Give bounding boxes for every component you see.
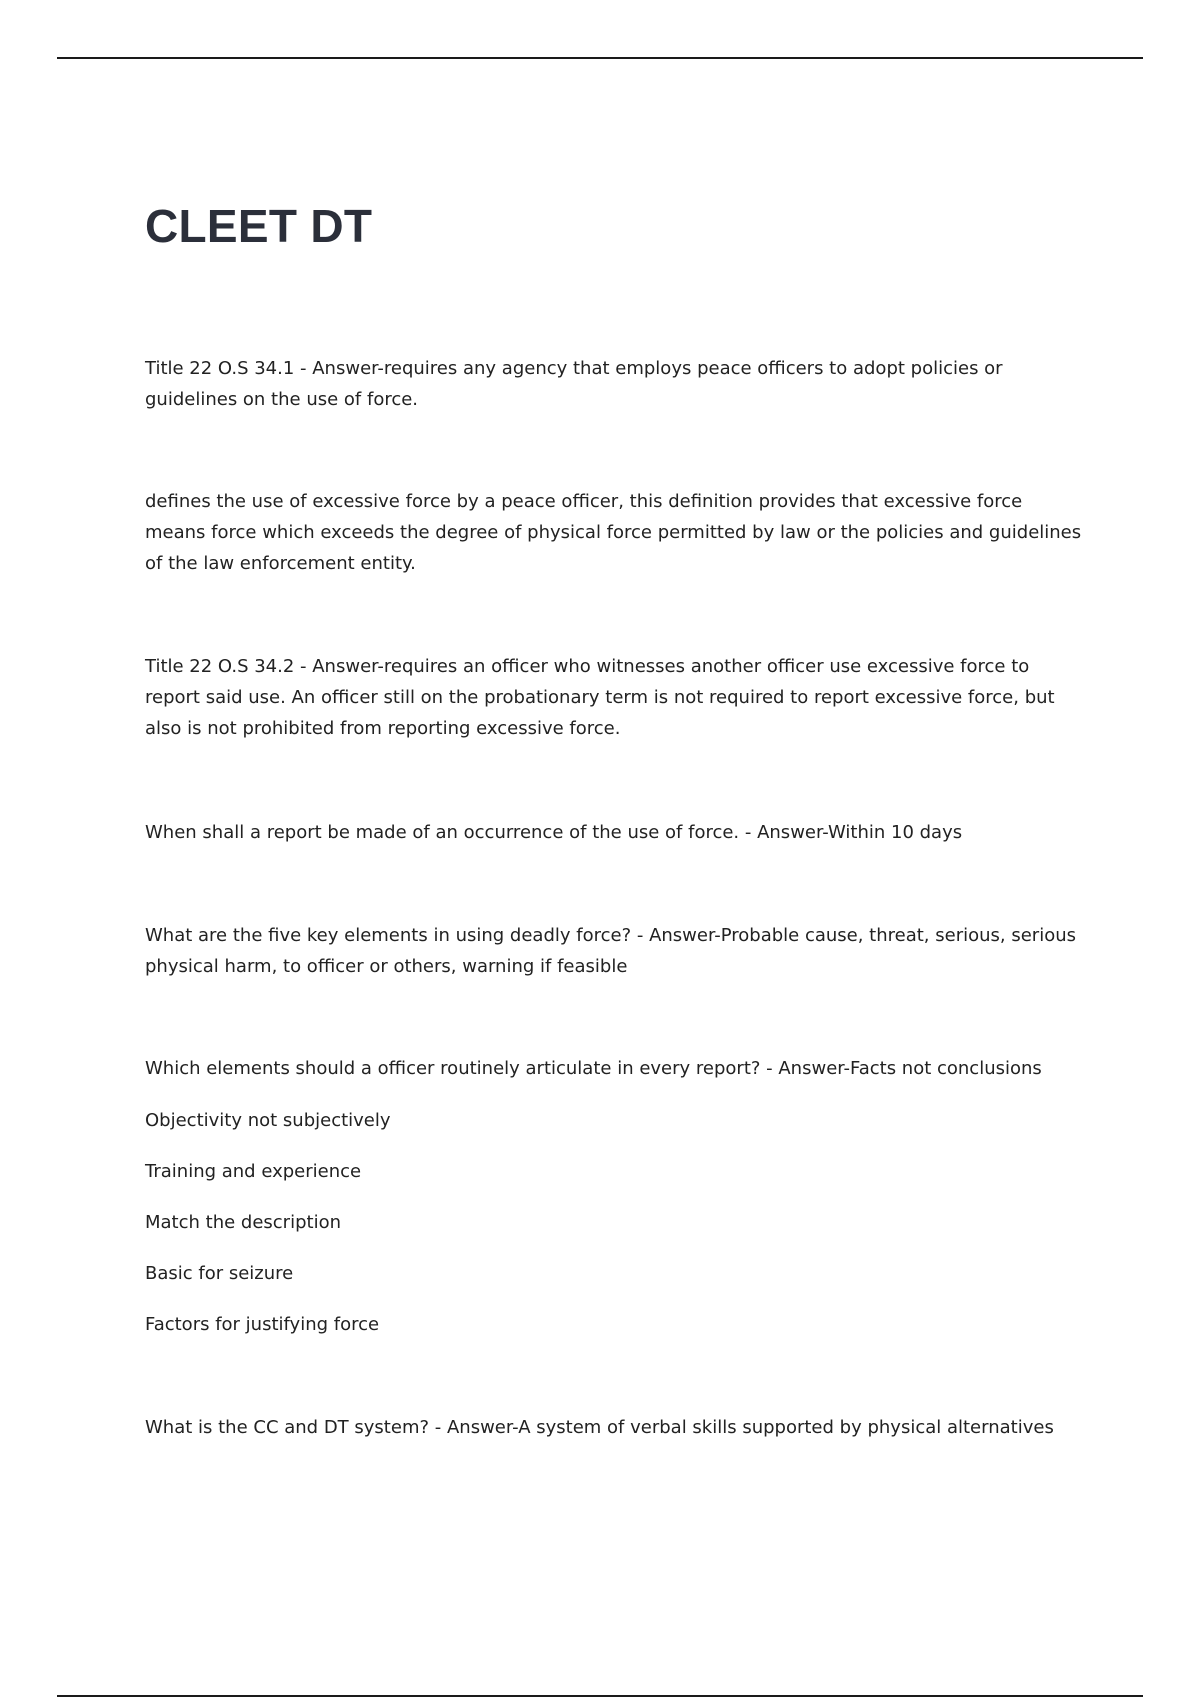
qa-paragraph-cc-dt-system: What is the CC and DT system? - Answer-A system of verbal skills supported by physical alternatives (145, 1417, 1054, 1438)
qa-paragraph-title-22-34-1: Title 22 O.S 34.1 - Answer-requires any agency that employs peace officers to adopt policies or guidelines on the use of force. (145, 358, 1003, 410)
report-element-line: Training and experience (145, 1161, 362, 1182)
footer-rule (57, 1695, 1143, 1697)
qa-paragraph-deadly-force-elements: What are the five key elements in using deadly force? - Answer-Probable cause, threat, serious, serious physical harm, to officer or others, warning if feasible (145, 925, 1076, 977)
qa-paragraph-excessive-force-definition: defines the use of excessive force by a peace officer, this definition provides that excessive force means force which exceeds the degree of physical force permitted by law or the policies and guidelines of the law enforcement entity. (145, 491, 1082, 574)
report-element-line: Objectivity not subjectively (145, 1110, 391, 1131)
qa-paragraph-report-elements: Which elements should a officer routinely articulate in every report? - Answer-Facts not conclusions (145, 1058, 1042, 1079)
report-element-line: Factors for justifying force (145, 1314, 380, 1335)
report-element-line: Match the description (145, 1212, 341, 1233)
qa-paragraph-title-22-34-2: Title 22 O.S 34.2 - Answer-requires an officer who witnesses another officer use excessive force to report said use. An officer still on the probationary term is not required to report excessive force, but also is not prohibited from reporting excessive force. (145, 656, 1055, 739)
header-rule (57, 57, 1143, 59)
document-title: CLEET DT (145, 200, 373, 252)
qa-paragraph-report-timing: When shall a report be made of an occurrence of the use of force. - Answer-Within 10 days (145, 822, 963, 843)
report-element-line: Basic for seizure (145, 1263, 294, 1284)
